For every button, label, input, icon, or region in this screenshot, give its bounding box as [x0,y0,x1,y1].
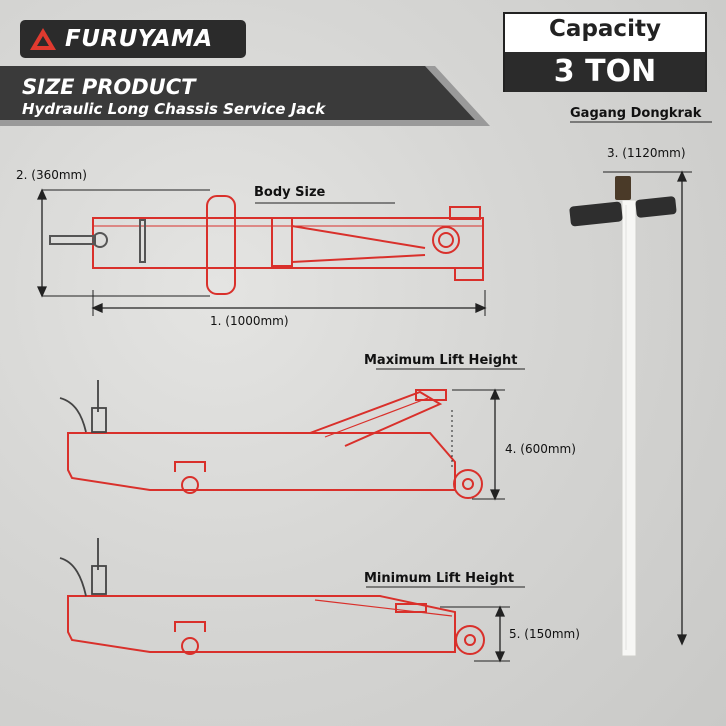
page-title: SIZE PRODUCT [22,75,196,99]
brand-name: FURUYAMA [65,26,213,52]
handle-title: Gagang Dongkrak [570,106,702,121]
min-lift-label: 5. (150mm) [509,627,580,641]
min-lift-title: Minimum Lift Height [364,571,515,586]
capacity-label: Capacity [549,16,661,42]
body-size-title: Body Size [254,185,326,200]
capacity-value: 3 TON [505,52,705,92]
body-top-view-drawing [50,196,483,294]
body-length-label: 1. (1000mm) [210,314,289,328]
max-lift-label: 4. (600mm) [505,442,576,456]
body-dimension-lines [38,190,485,316]
jack-max-lift-drawing [68,390,482,498]
max-lift-title: Maximum Lift Height [364,353,518,368]
jack-min-lift-drawing [68,596,484,654]
max-lift-handle-socket [60,380,106,432]
body-height-label: 2. (360mm) [16,168,87,182]
handle-length-label: 3. (1120mm) [607,146,686,160]
min-lift-handle-socket [60,538,106,596]
page-subtitle: Hydraulic Long Chassis Service Jack [22,100,326,118]
jack-handle-icon [569,176,677,656]
